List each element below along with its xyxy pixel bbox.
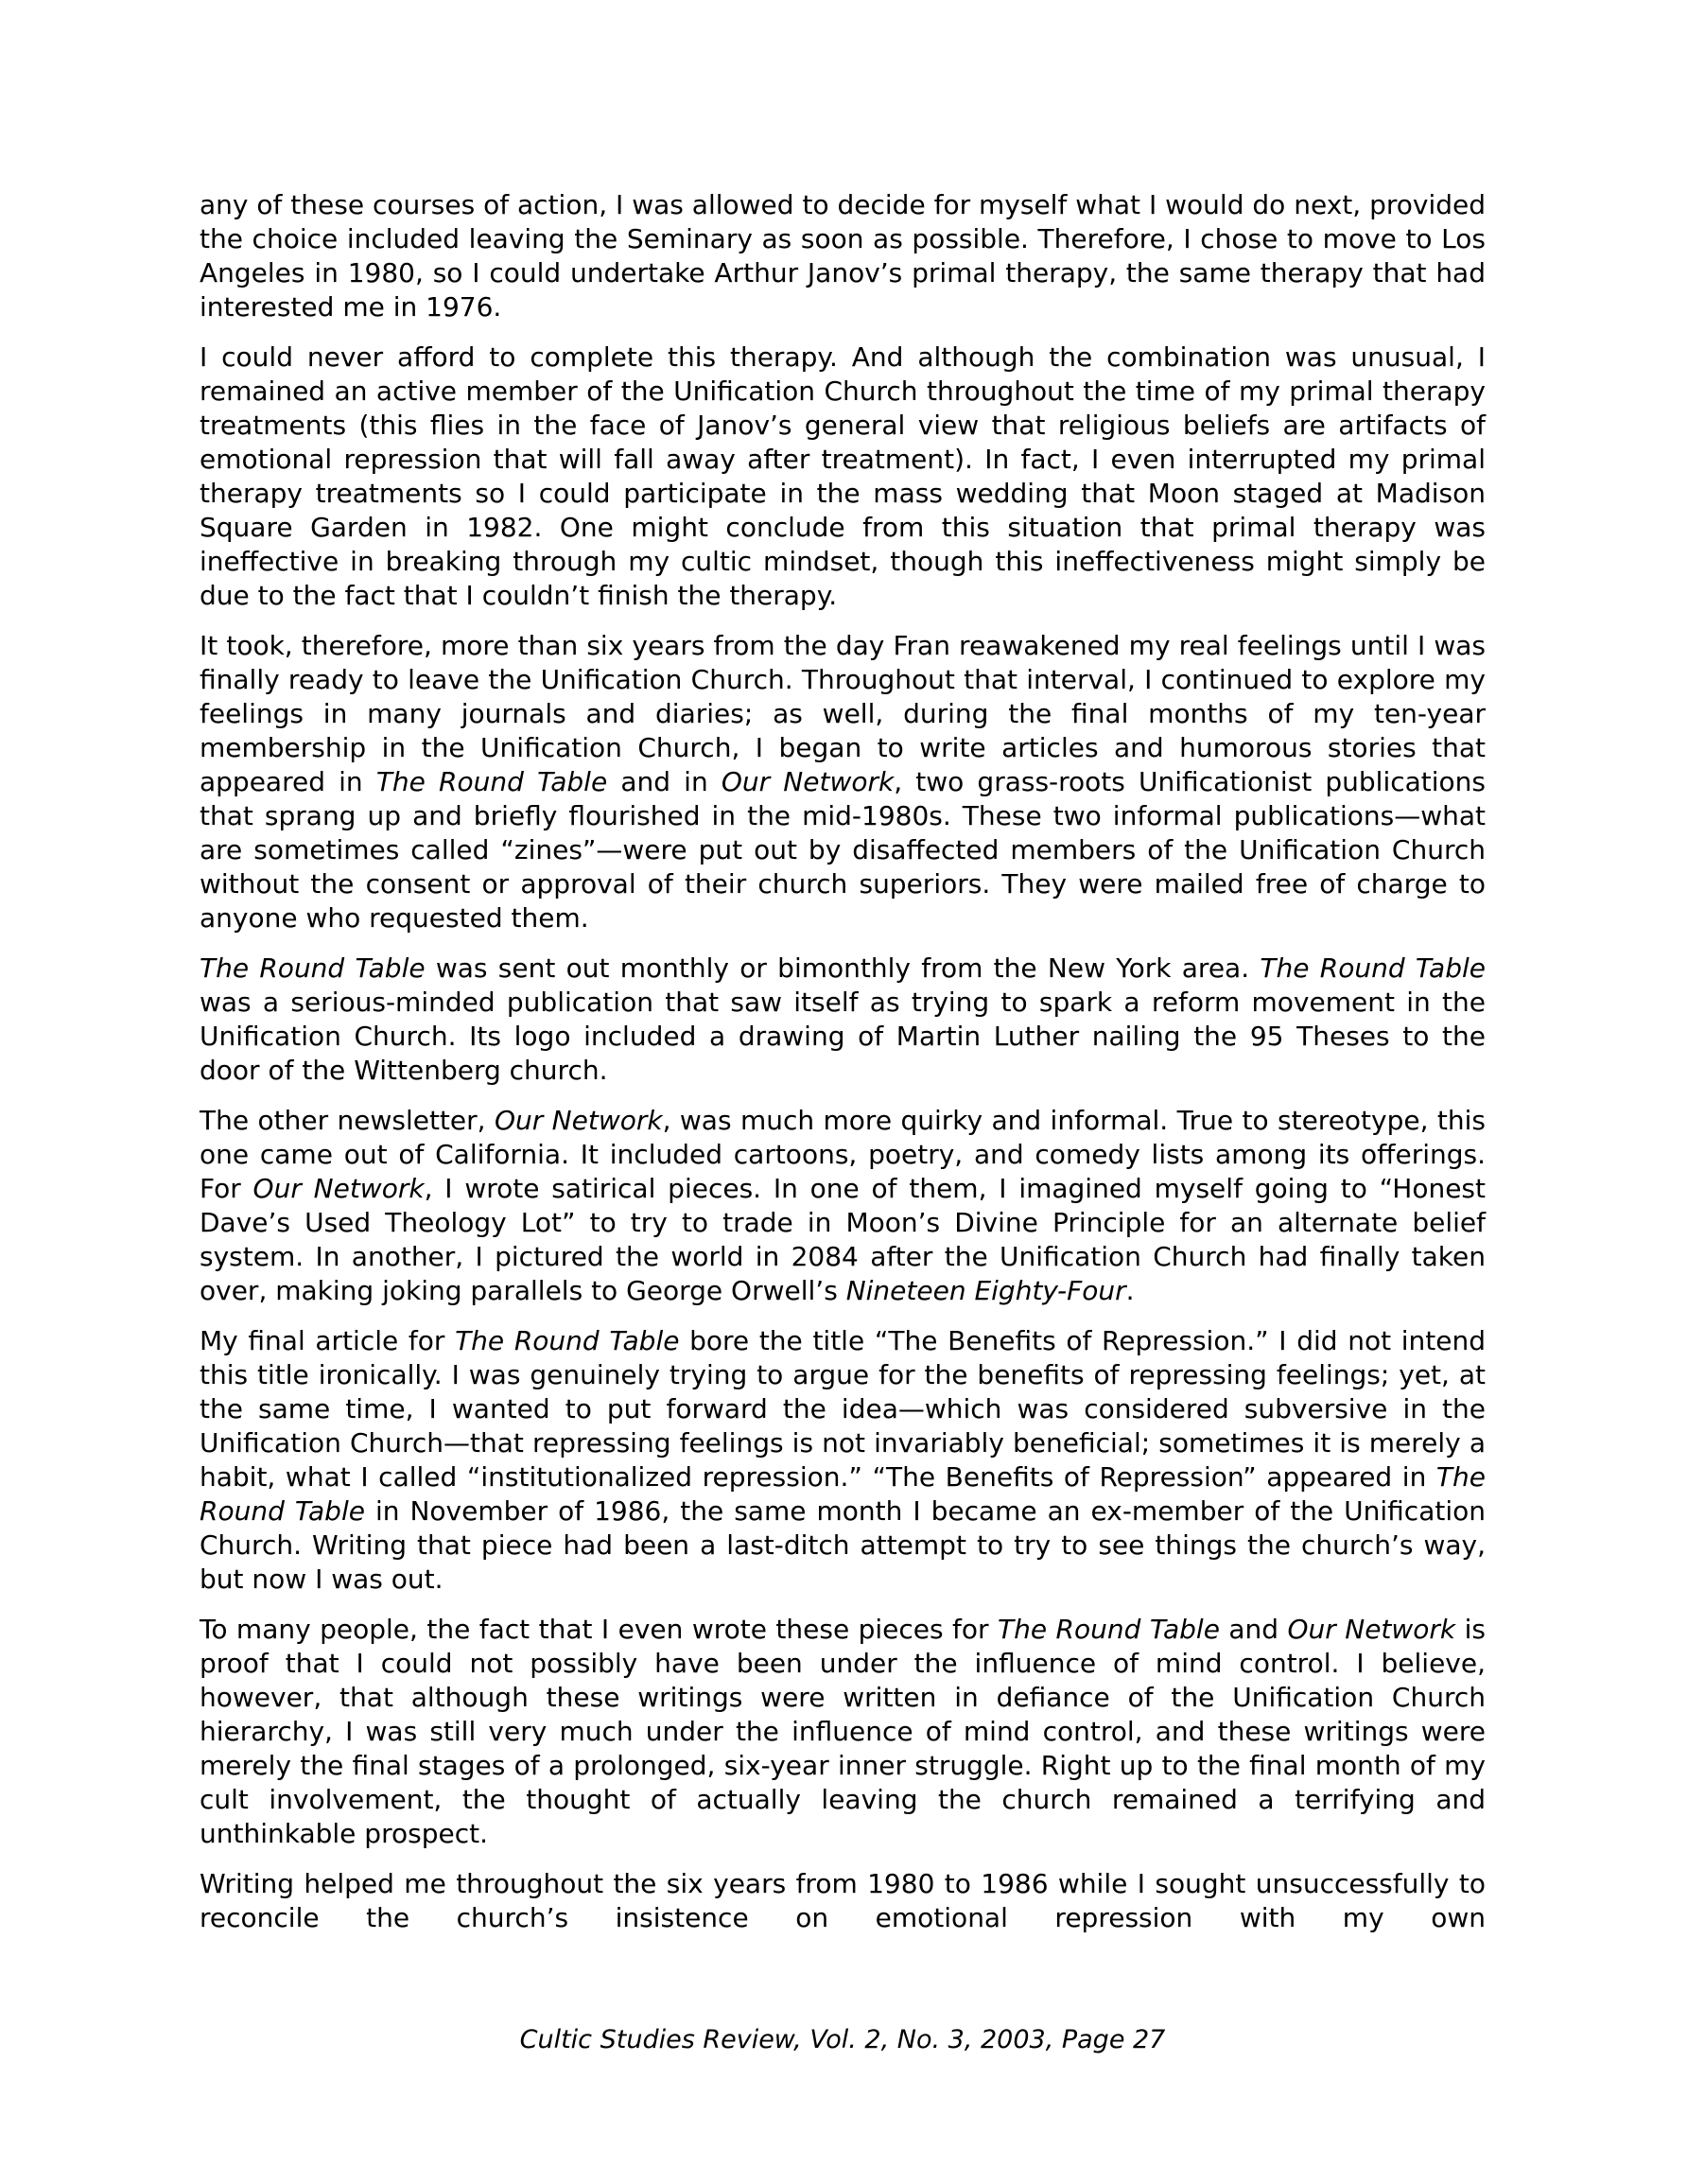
text-run: and (1219, 1614, 1288, 1645)
paragraph-2 (200, 341, 1486, 613)
paragraph-5 (200, 1104, 1486, 1308)
document-body (200, 188, 1486, 1951)
italic-text-run: The Round Table (1260, 952, 1486, 984)
italic-text-run: Our Network (252, 1173, 425, 1204)
italic-text-run: The Round Table (375, 766, 608, 797)
text-run: . (1125, 1275, 1135, 1306)
paragraph-3 (200, 629, 1486, 935)
text-run: was sent out monthly or bimonthly from the New York area. (425, 952, 1261, 984)
text-run: My final article for (200, 1325, 456, 1356)
paragraph-7 (200, 1613, 1486, 1851)
text-run: It took, therefore, more than six years from the day Fran reawakened my real feelings until I was finally ready to leave the Unification Church. Throughout that interval, I continued to explore my feelings in many journals and diaries; as well, during the final months of my ten-year membership in the Unification Church, I began to write articles and humorous stories that appeared in (200, 630, 1486, 797)
text-run: , I wrote satirical pieces. In one of them, I imagined myself going to “Honest Dave’s Used Theology Lot” to try to trade in Moon’s Divine Principle for an alternate belief system. In another, I pictured the world in 2084 after the Unification Church had finally taken over, making joking parallels to George Orwell’s (200, 1173, 1486, 1306)
italic-text-run: Our Network (721, 766, 895, 797)
text-run: Writing helped me throughout the six years from 1980 to 1986 while I sought unsuccessfully to reconcile the church’s insistence on emotional repression with my own (200, 1868, 1486, 1933)
text-run: To many people, the fact that I even wrote these pieces for (200, 1614, 998, 1645)
paragraph-4 (200, 952, 1486, 1088)
text-run: was a serious-minded publication that saw itself as trying to spark a reform movement in the Unification Church. Its logo included a drawing of Martin Luther nailing the 95 Theses to the door of the Wittenberg church. (200, 987, 1486, 1086)
text-run: I could never afford to complete this therapy. And although the combination was unusual, I remained an active member of the Unification Church throughout the time of my primal therapy treatments (this flies in the face of Janov’s general view that religious beliefs are artifacts of emotional repression that will fall away after treatment). In fact, I even interrupted my primal therapy treatments so I could participate in the mass wedding that Moon staged at Madison Square Garden in 1982. One might conclude from this situation that primal therapy was ineffective in breaking through my cultic mindset, though this ineffectiveness might simply be due to the fact that I couldn’t finish the therapy. (200, 341, 1486, 611)
italic-text-run: The Round Table (998, 1614, 1220, 1645)
text-run: and in (607, 766, 722, 797)
italic-text-run: Our Network (494, 1105, 663, 1136)
text-run: bore the title “The Benefits of Repression.” I did not intend this title ironically. I was genuinely trying to argue for the benefits of repressing feelings; yet, at the same time, I wanted to put forward the idea—which was considered subversive in the Unification Church—that repressing feelings is not invariably beneficial; sometimes it is merely a habit, what I called “institutionalized repression.” “The Benefits of Repression” appeared in (200, 1325, 1486, 1493)
page-footer: Cultic Studies Review, Vol. 2, No. 3, 2003, Page 27 (519, 2025, 1166, 2054)
italic-text-run: The Round Table (200, 952, 426, 984)
text-run: , was much more quirky and informal. True to stereotype, this one came out of California. It included cartoons, poetry, and comedy lists among its offerings. For (200, 1105, 1487, 1204)
italic-text-run: The Round Table (200, 1461, 1486, 1527)
italic-text-run: The Round Table (455, 1325, 680, 1356)
italic-text-run: Our Network (1287, 1614, 1456, 1645)
paragraph-8 (200, 1867, 1486, 1935)
text-run: , two grass-roots Unificationist publications that sprang up and briefly flourished in the mid-1980s. These two informal publications—what are sometimes called “zines”—were put out by disaffected members of the Unification Church without the consent or approval of their church superiors. They were mailed free of charge to anyone who requested them. (200, 766, 1486, 934)
text-run: any of these courses of action, I was allowed to decide for myself what I would do next, provided the choice included leaving the Seminary as soon as possible. Therefore, I chose to move to Los Angeles in 1980, so I could undertake Arthur Janov’s primal therapy, the same therapy that had interested me in 1976. (200, 189, 1486, 323)
text-run: in November of 1986, the same month I became an ex-member of the Unification Church. Writing that piece had been a last-ditch attempt to try to see things the church’s way, but now I was out. (200, 1495, 1486, 1595)
paragraph-6 (200, 1324, 1486, 1597)
italic-text-run: Nineteen Eighty-Four (845, 1275, 1126, 1306)
text-run: The other newsletter, (200, 1105, 495, 1136)
text-run: is proof that I could not possibly have been under the influence of mind control. I believe, however, that although these writings were written in defiance of the Unification Church hierarchy, I was still very much under the influence of mind control, and these writings were merely the final stages of a prolonged, six-year inner struggle. Right up to the final month of my cult involvement, the thought of actually leaving the church remained a terrifying and unthinkable prospect. (200, 1614, 1486, 1849)
paragraph-1 (200, 188, 1486, 324)
